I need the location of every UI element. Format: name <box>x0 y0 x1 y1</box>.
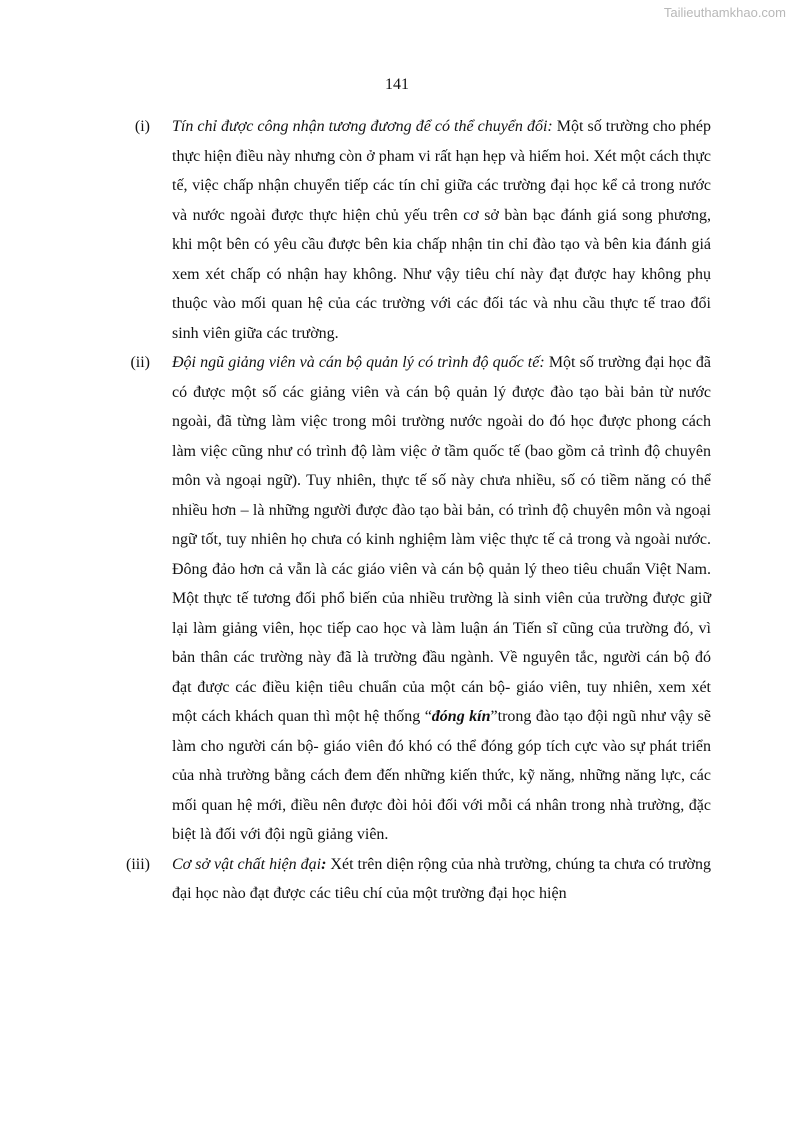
item-text: Một số trường cho phép thực hiện điều này nhưng còn ở pham vi rất hạn hẹp và hiếm hoi. Xét một cách thực tế, việc chấp nhận chuyển tiếp các tín chỉ giữa các trường đại học kể cả trong nước và nước ngoài được thực hiện chủ yếu trên cơ sở bàn bạc đánh giá song phương, khi một bên có yêu cầu được bên kia chấp nhận tin chỉ đào tạo và bên kia đánh giá xem xét chấp có nhận hay không. Như vậy tiêu chí này đạt được hay không phụ thuộc vào mối quan hệ của các trường với các đối tác và nhu cầu thực tế trao đổi sinh viên giữa các trường. <box>172 118 711 342</box>
item-heading: Tín chỉ được công nhận tương đương để có thể chuyển đổi: <box>172 118 553 135</box>
list-item-iii <box>0 850 794 909</box>
item-text: Một số trường đại học đã có được một số các giảng viên và cán bộ quản lý được đào tạo bài bản từ nước ngoài, đã từng làm việc trong môi trường nước ngoài do đó học được phong cách làm việc cũng như có trình độ làm việc ở tầm quốc tế (bao gồm cả trình độ chuyên môn và ngoại ngữ). Tuy nhiên, thực tế số này chưa nhiều, số có tiềm năng có thể nhiều hơn – là những người được đào tạo bài bản, có trình độ chuyên môn và ngoại ngữ tốt, tuy nhiên họ chưa có kinh nghiệm làm việc thực tế cả trong và ngoài nước. Đông đảo hơn cả vẫn là các giáo viên và cán bộ quản lý theo tiêu chuẩn Việt Nam. Một thực tế tương đối phổ biến của nhiều trường là sinh viên của trường được giữ lại làm giảng viên, học tiếp cao học và làm luận án Tiến sĩ cũng của trường đó, vì bản thân các trường này đã là trường đầu ngành. Về nguyên tắc, người cán bộ đó đạt được các điều kiện tiêu chuẩn của một cán bộ- giáo viên, tuy nhiên, xem xét một cách khách quan thì một hệ thống “ <box>172 354 711 725</box>
watermark: Tailieuthamkhao.com <box>663 5 786 20</box>
item-text: Xét trên diện rộng của nhà trường, chúng ta chưa có trường đại học nào đạt được các tiêu chí của một trường đại học hiện <box>172 855 712 902</box>
list-item-i <box>0 112 794 348</box>
item-heading: Cơ sở vật chất hiện đại <box>172 855 322 873</box>
item-number: (iii) <box>126 855 150 873</box>
heading-colon: : <box>321 855 327 873</box>
list-item-ii <box>0 348 794 850</box>
item-number: (ii) <box>130 354 150 371</box>
document-body <box>0 112 794 909</box>
page-number: 141 <box>385 76 409 93</box>
item-paragraph <box>172 850 711 909</box>
item-number: (i) <box>134 118 150 135</box>
item-heading: Đội ngũ giảng viên và cán bộ quản lý có trình độ quốc tế: <box>172 354 545 371</box>
emphasis-text: đóng kín <box>431 708 491 725</box>
item-paragraph <box>172 112 711 348</box>
item-text-continued: ”trong đào tạo đội ngũ như vậy sẽ làm cho người cán bộ- giáo viên đó khó có thể đóng góp tích cực vào sự phát triển của nhà trường bằng cách đem đến những kiến thức, kỹ năng, những năng lực, các mối quan hệ mới, điều nên được đòi hỏi đối với mỗi cá nhân trong nhà trường, đặc biệt là đối với đội ngũ giảng viên. <box>172 708 711 843</box>
item-paragraph <box>172 348 711 850</box>
